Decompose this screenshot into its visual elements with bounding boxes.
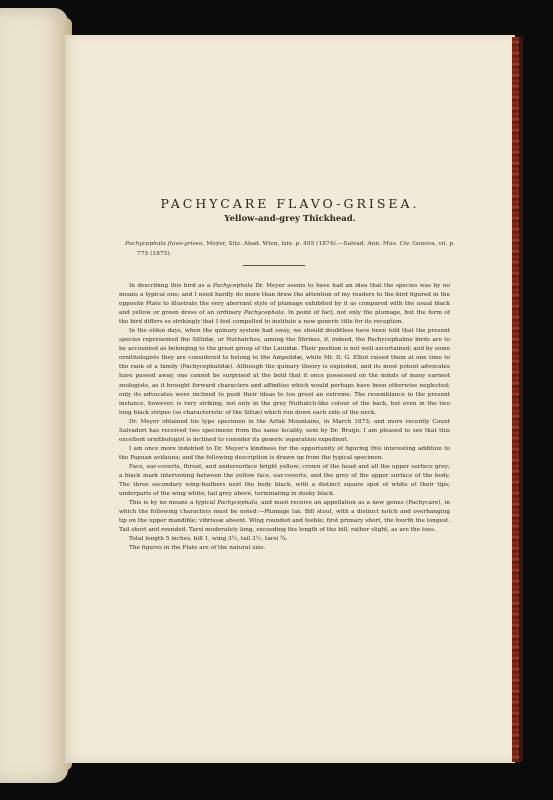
facing-page (0, 8, 68, 783)
reference-text: , Meyer, Sitz. Akad. Wien, lxix. p. 495 (1874).—Salvad. Ann. Mus. Civ. Genova, vii. p. 775 (1875). (137, 241, 455, 257)
cover-edge (519, 37, 523, 762)
paragraph: This is by no means a typical Pachycephala, and must receive an appellation as a new genus (Pachycare), in which the following characters must be noted:—Plumage lax. Bill stout, with a distinct notch and overhanging tip on the upper mandible; vibrissæ absent. Wing rounded and feeble; first primary short, the fourth the longest. Tail short and rounded. Tarsi moderately long, exceeding the length of the bill, rather slight, as are the toes. (119, 500, 450, 534)
divider-rule (243, 265, 305, 266)
body-text (119, 282, 450, 553)
page-title: PACHYCARE FLAVO-GRISEA. (160, 196, 420, 211)
reference-species-name: Pachycephala flavo-grisea (125, 241, 203, 247)
bibliographic-reference (125, 239, 455, 259)
paragraph: In describing this bird as a Pachycephala Dr. Meyer seems to have had an idea that the species was by no means a typical one; and I need hardly do more than draw the attention of my readers to the bird figured in the opposite Plate to illustrate the very aberrant style of plumage exhibited by it as compared with the usual black and yellow or green dress of an ordinary Pachycephala. In point of fact, not only the plumage, but the form of the bird differs so strikingly that I feel compelled to institute a new generic title for its reception. (119, 283, 450, 326)
paragraph: The figures in the Plate are of the natural size. (129, 545, 266, 552)
paragraph: Face, ear-coverts, throat, and undersurface bright yellow; crown of the head and all the upper surface grey; a black mark intervening between the yellow face, ear-coverts, and the grey of the upper surface of the body. The three secondary wing-feathers next the body black, with a distinct square spot of white at their tips; underparts of the wing white; tail grey above, terminating in dusky black. (119, 463, 450, 498)
paragraph: Total length 5 inches, bill 1, wing 3½, tail 2½, tarsi ¾. (129, 536, 288, 543)
paragraph: Dr. Meyer obtained his type specimen in the Arfak Mountains, in March 1873; and more recently Count Salvadori has received two specimens from the same locality, sent by Dr. Bruijn. I am pleased to see that this excellent ornithologist is inclined to consider its generic separation expedient. (119, 418, 450, 443)
paragraph: I am once more indebted to Dr. Meyer's kindness for the opportunity of figuring this interesting addition to the Papuan avifauna; and the following description is drawn up from the typical specimen. (119, 445, 450, 461)
paragraph: In the olden days, when the quinary system had sway, we should doubtless have been told that the present species represented the Sittidæ, or Nuthatches, among the Shrikes, if, indeed, the Pachycephaline birds are to be accounted as belonging to the great group of the Laniidæ. Their position is not well ascertained; and by some ornithologists they are considered to belong to the Ampelidæ, while Mr. D. G. Elliot raised them at one time to the rank of a family (Pachycephalidæ). Although the quinary theory is exploded, and its most potent advocates have passed away, one cannot be surprised at the bold that it once possessed on the minds of many earnest zoologists, as it brought forward characters and affinities which would perhaps have been otherwise neglected; only its advocates were inclined to push their ideas to too great an extreme. The resemblance in the present instance, however, is very striking, not only in the grey Nuthatch-like colour of the back, but even in the two long black stripes (so characteristic of the Sittæ) which run down each side of the neck. (119, 328, 450, 416)
page-subtitle: Yellow-and-grey Thickhead. (224, 214, 356, 224)
